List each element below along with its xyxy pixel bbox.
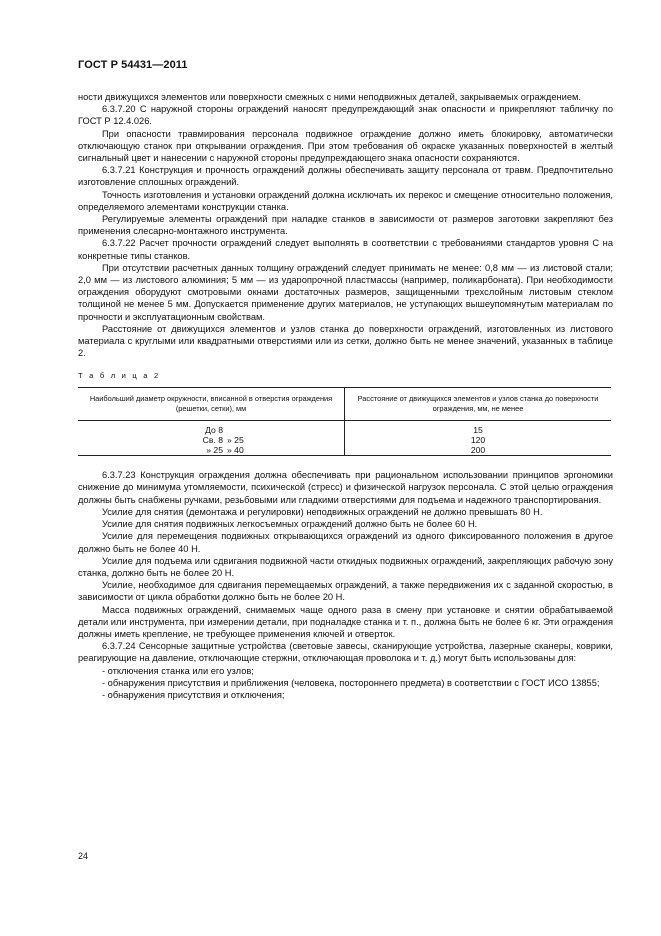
table-2 [78,387,611,457]
table-body-row [78,420,611,456]
diameter-from: » 25 [206,445,223,456]
table-header-row [78,387,611,420]
paragraph: Расстояние от движущихся элементов и узлов станка до поверхности ограждений, изготовленных из листового материала с круглыми или квадратными отверстиями или из сетки, должно быть не менее значений, указанных в таблице 2. [78,323,613,359]
diameter-to [223,425,269,435]
page-body [78,91,613,701]
paragraph: ности движущихся элементов или поверхности смежных с ними неподвижных деталей, закрываемых ограждением. [78,92,581,102]
paragraph: Усилие, необходимое для сдвигания перемещаемых ограждений, а также передвижения их с заданной скоростью, в зависимости от цикла обработки должно быть не более 20 Н. [78,580,613,603]
diameter-from: Св. 8 [202,434,223,445]
table-cell-diameters [78,420,345,456]
paragraph: 6.3.7.20 С наружной стороны ограждений наносят предупреждающий знак опасности и прикрепляют табличку по ГОСТ Р 12.4.026. [78,104,613,127]
paragraph: Усилие для снятия (демонтажа и регулировки) неподвижных ограждений не должно превышать 80 Н. [102,506,543,517]
paragraph: Усилие для перемещения подвижных открывающихся ограждений из одного фиксированного положения в другое должно быть не более 40 Н. [78,531,613,554]
paragraph: - отключения станка или его узлов; [102,665,254,676]
paragraph: 6.3.7.24 Сенсорные защитные устройства (световые завесы, сканирующие устройства, лазерные сканеры, коврики, реагирующие на давление, отключающие стержни, отключающая проволока и т. д.) могут быть использованы для: [78,641,613,664]
paragraph: 6.3.7.23 Конструкция ограждения должна обеспечивать при рациональном использовании принципов эргономики снижение до минимума утомляемости, психической (стресс) и физической нагрузок персонала. С этой целью ограждения должны быть снабжены ручками, резьбовыми или гладкими отверстиями для подъема и надежного транспортирования. [78,470,613,505]
diameter-from: До 8 [205,424,223,435]
paragraph: Регулируемые элементы ограждений при наладке станков в зависимости от размеров заготовки закрепляют без применения слесарно-монтажного инструмента. [78,214,613,237]
table-cell-distances [345,420,612,456]
paragraph: Масса подвижных ограждений, снимаемых чаще одного раза в смену при установке и снятии обрабатываемой детали или инструмента, при измерении детали, при подналадке станка и т. п., должна быть не более 6 кг. Эти ограждения должны иметь крепление, не требующее применения ключей и отверток. [78,604,613,639]
paragraph: Точность изготовления и установки ограждений должна исключать их перекос и смещение относительно положения, определяемого элементами конструкции станка. [78,189,613,212]
table-row-3-diameter [181,445,344,455]
table-header-diameter: Наибольший диаметр окружности, вписанной в отверстия ограждения (решетки, сетки), мм [78,387,345,420]
table-row-2-distance: 120 [470,434,486,445]
table-header-distance: Расстояние от движущихся элементов и узлов станка до поверхности ограждения, мм, не менее [345,387,612,420]
table-caption: Т а б л и ц а 2 [78,371,161,381]
text-block-bottom [78,469,613,701]
paragraph: - обнаружения присутствия и отключения; [102,689,285,700]
paragraph: 6.3.7.22 Расчет прочности ограждений следует выполнять в соответствии с требованиями стандартов уровня С на конкретные типы станков. [78,238,613,261]
diameter-to: » 25 [227,434,244,445]
table-row-2-diameter [181,435,344,445]
text-block-top [78,91,613,359]
paragraph: При отсутствии расчетных данных толщину ограждений следует принимать не менее: 0,8 мм — из листовой стали; 2,0 мм — из листового алюминия; 5 мм — из ударопрочной пластмассы (например, поликарбоната). При необходимости ограждения оборудуют смотровыми окнами достаточных размеров, защищенными трехслойным листовым стеклом толщиной не менее 5 мм. Допускается применение других материалов, не уступающих вышеупомянутым материалам по прочности и эксплуатационным свойствам. [78,262,613,322]
paragraph: Усилие для подъема или сдвигания подвижной части откидных подвижных ограждений, закрепляющих рабочую зону станка, должно быть не более 20 Н. [78,555,613,578]
table-row-1-distance: 15 [473,424,483,435]
paragraph: Усилие для снятия подвижных легкосъемных ограждений должно быть не более 60 Н. [102,519,478,530]
paragraph: - обнаружения присутствия и приближения (человека, постороннего предмета) в соответствии с ГОСТ ИСО 13855; [102,677,600,688]
table-row-1-diameter [181,425,344,435]
document-header: ГОСТ Р 54431—2011 [78,59,188,71]
paragraph: При опасности травмирования персонала подвижное ограждение должно иметь блокировку, автоматически отключающую станок при открывании ограждения. При этом требования об окраске указанных поверхностей в желтый сигнальный цвет и нанесении с наружной стороны предупреждающего знака опасности сохраняются. [78,128,613,164]
paragraph: 6.3.7.21 Конструкция и прочность ограждений должны обеспечивать защиту персонала от травм. Предпочтительно изготовление сплошных ограждений. [78,165,613,188]
page-number: 24 [78,851,89,861]
diameter-to: » 40 [227,445,244,456]
table-row-3-distance: 200 [470,445,486,456]
